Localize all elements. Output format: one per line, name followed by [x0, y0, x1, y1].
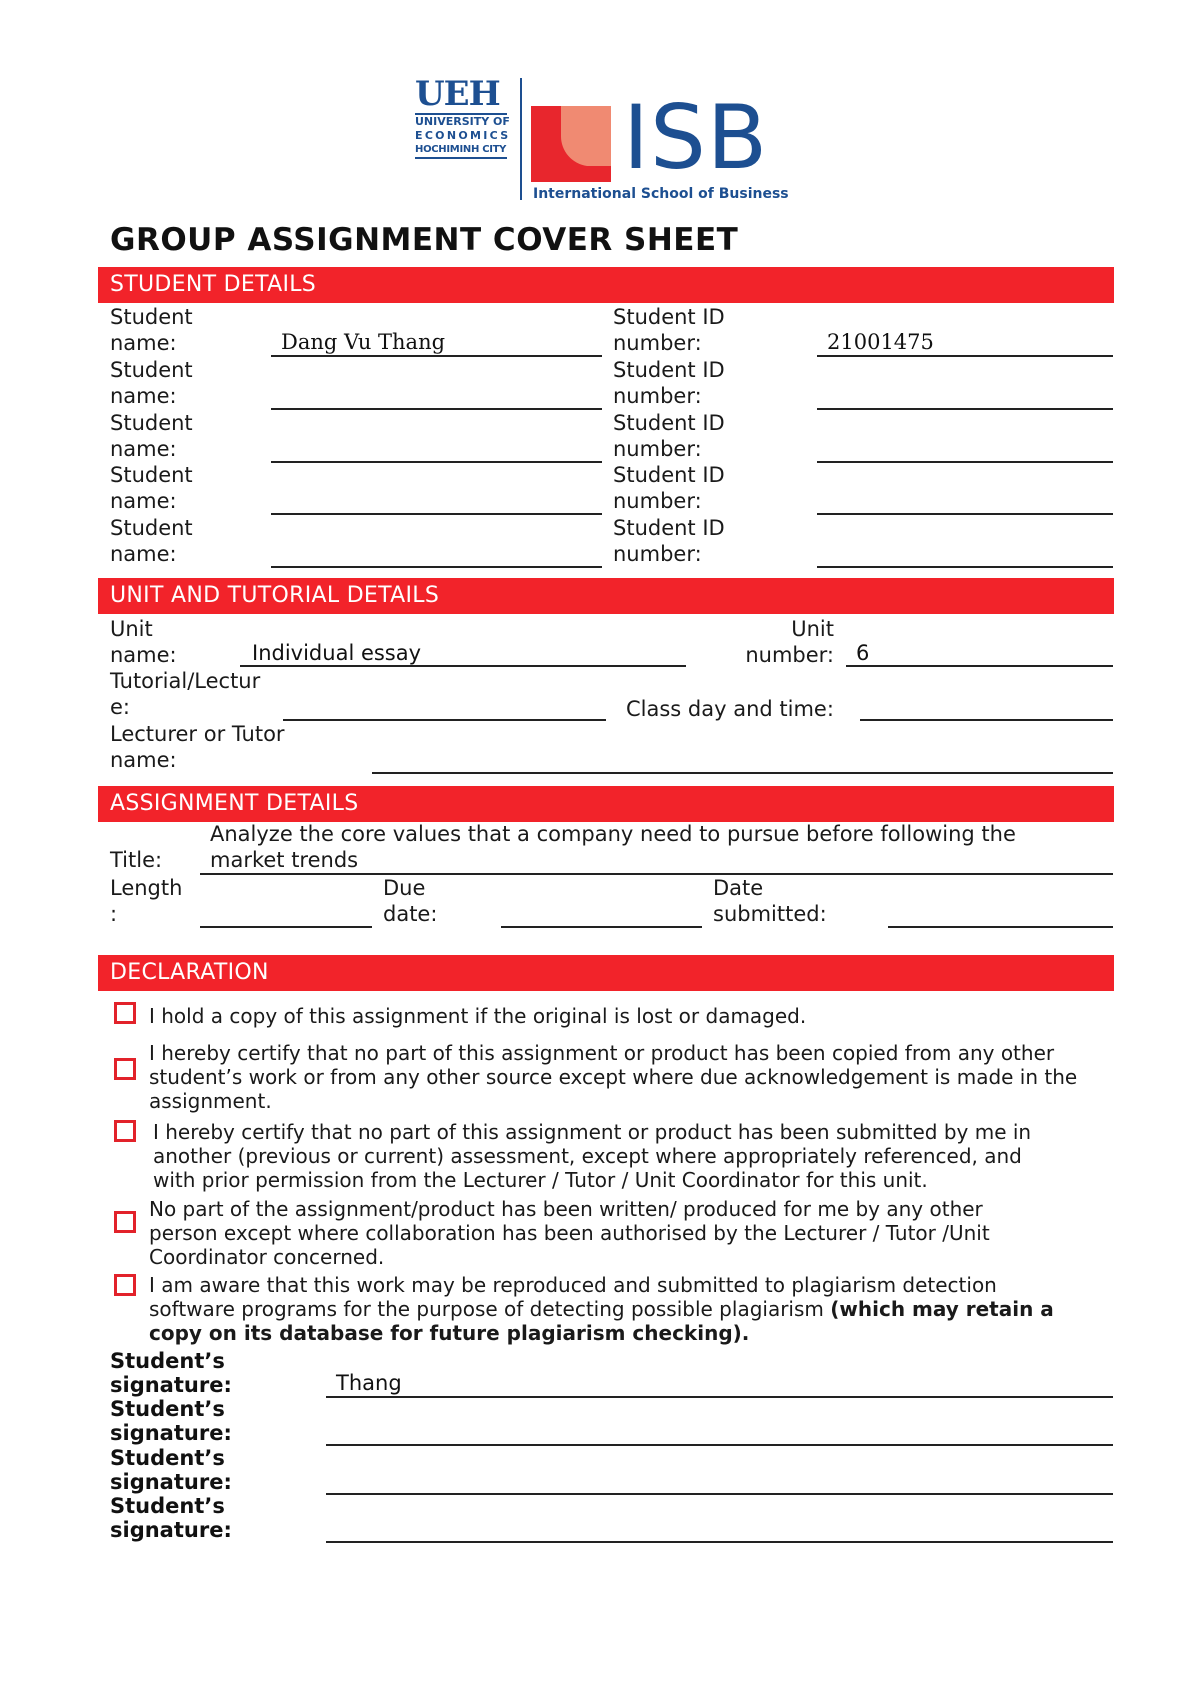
- length-field[interactable]: [200, 902, 372, 928]
- section-declaration: DECLARATION: [98, 955, 1114, 991]
- signature-field[interactable]: [326, 1372, 1113, 1398]
- declaration-checkbox-4[interactable]: [114, 1211, 136, 1233]
- student-name-field[interactable]: [271, 489, 602, 515]
- tutorial-label: Tutorial/Lectur e:: [110, 669, 261, 719]
- declaration-text-5: I am aware that this work may be reproduced and submitted to plagiarism detection software programs for the purpose of detecting possible plagiarism (which may retain a copy on its database for future plagiarism checking).: [149, 1273, 1054, 1345]
- assignment-title-line2: market trends: [210, 848, 359, 872]
- isb-subtitle: International School of Business: [533, 186, 789, 202]
- section-assignment-details: ASSIGNMENT DETAILS: [98, 786, 1114, 822]
- ueh-line1: UNIVERSITY OF: [415, 115, 510, 128]
- declaration-text-4: No part of the assignment/product has been written/ produced for me by any other person except where collaboration has been authorised by the Lecturer / Tutor /Unit Coordinator concerned.: [149, 1197, 990, 1269]
- declaration-text-1: I hold a copy of this assignment if the original is lost or damaged.: [149, 1004, 807, 1028]
- student-name-value: Dang Vu Thang: [281, 330, 446, 354]
- declaration-text-3: I hereby certify that no part of this assignment or product has been submitted by me in another (previous or current) assessment, except where appropriately referenced, and with prior permission from the Lecturer / Tutor / Unit Coordinator for this unit.: [153, 1120, 1032, 1192]
- ueh-wordmark: UEH: [415, 74, 500, 114]
- signature-label: Student’s signature:: [110, 1349, 232, 1397]
- unit-number-field[interactable]: [846, 641, 1113, 667]
- ueh-line2: ECONOMICS: [415, 129, 511, 142]
- student-name-field[interactable]: [271, 331, 602, 357]
- isb-wordmark: ISB: [623, 86, 769, 189]
- signature-label: Student’s signature:: [110, 1494, 232, 1542]
- signature-field[interactable]: [326, 1469, 1113, 1495]
- student-id-label: Student ID number:: [613, 411, 725, 461]
- student-name-label: Student name:: [110, 305, 193, 355]
- student-name-label: Student name:: [110, 463, 193, 513]
- student-name-field[interactable]: [271, 384, 602, 410]
- logo-divider: [520, 78, 522, 200]
- unit-number-label: Unit number:: [745, 617, 834, 667]
- signature-value: Thang: [336, 1371, 402, 1395]
- student-name-label: Student name:: [110, 516, 193, 566]
- unit-name-value: Individual essay: [252, 641, 422, 665]
- student-name-field[interactable]: [271, 542, 602, 568]
- class-day-time-label: Class day and time:: [626, 697, 834, 721]
- unit-number-value: 6: [856, 641, 870, 665]
- assignment-title-line1: Analyze the core values that a company need to pursue before following the: [210, 822, 1016, 846]
- date-submitted-label: Date submitted:: [713, 876, 827, 926]
- signature-field[interactable]: [326, 1517, 1113, 1543]
- ueh-logo: [415, 76, 515, 166]
- student-id-field[interactable]: [817, 489, 1113, 515]
- due-date-label: Due date:: [383, 876, 438, 926]
- student-id-value: 21001475: [827, 330, 934, 354]
- unit-name-label: Unit name:: [110, 617, 177, 667]
- student-id-label: Student ID number:: [613, 463, 725, 513]
- page-title: GROUP ASSIGNMENT COVER SHEET: [110, 222, 739, 258]
- student-id-field[interactable]: [817, 542, 1113, 568]
- student-id-field[interactable]: [817, 331, 1113, 357]
- section-student-details: STUDENT DETAILS: [98, 267, 1114, 303]
- student-name-label: Student name:: [110, 358, 193, 408]
- assignment-title-label: Title:: [110, 848, 163, 872]
- isb-logo: [531, 86, 791, 202]
- student-id-label: Student ID number:: [613, 358, 725, 408]
- length-label: Length :: [110, 876, 183, 926]
- student-id-label: Student ID number:: [613, 516, 725, 566]
- declaration-checkbox-3[interactable]: [114, 1120, 136, 1142]
- declaration-checkbox-1[interactable]: [114, 1002, 136, 1024]
- student-name-label: Student name:: [110, 411, 193, 461]
- student-id-label: Student ID number:: [613, 305, 725, 355]
- student-id-field[interactable]: [817, 437, 1113, 463]
- section-unit-details: UNIT AND TUTORIAL DETAILS: [98, 578, 1114, 614]
- lecturer-label: Lecturer or Tutor name:: [110, 722, 285, 772]
- due-date-field[interactable]: [501, 902, 702, 928]
- declaration-text-2: I hereby certify that no part of this assignment or product has been copied from any other student’s work or from any other source except where due acknowledgement is made in the assignment.: [149, 1041, 1078, 1113]
- class-day-time-field[interactable]: [860, 695, 1113, 721]
- student-id-field[interactable]: [817, 384, 1113, 410]
- declaration-checkbox-5[interactable]: [114, 1274, 136, 1296]
- date-submitted-field[interactable]: [888, 902, 1113, 928]
- signature-label: Student’s signature:: [110, 1446, 232, 1494]
- unit-name-field[interactable]: [240, 641, 686, 667]
- student-name-field[interactable]: [271, 437, 602, 463]
- lecturer-field[interactable]: [372, 748, 1113, 774]
- signature-field[interactable]: [326, 1420, 1113, 1446]
- isb-mark-icon: [531, 106, 611, 182]
- tutorial-field[interactable]: [283, 695, 606, 721]
- ueh-line3: HOCHIMINH CITY: [415, 144, 507, 155]
- declaration-checkbox-2[interactable]: [114, 1058, 136, 1080]
- assignment-title-field[interactable]: [200, 821, 1113, 875]
- signature-label: Student’s signature:: [110, 1397, 232, 1445]
